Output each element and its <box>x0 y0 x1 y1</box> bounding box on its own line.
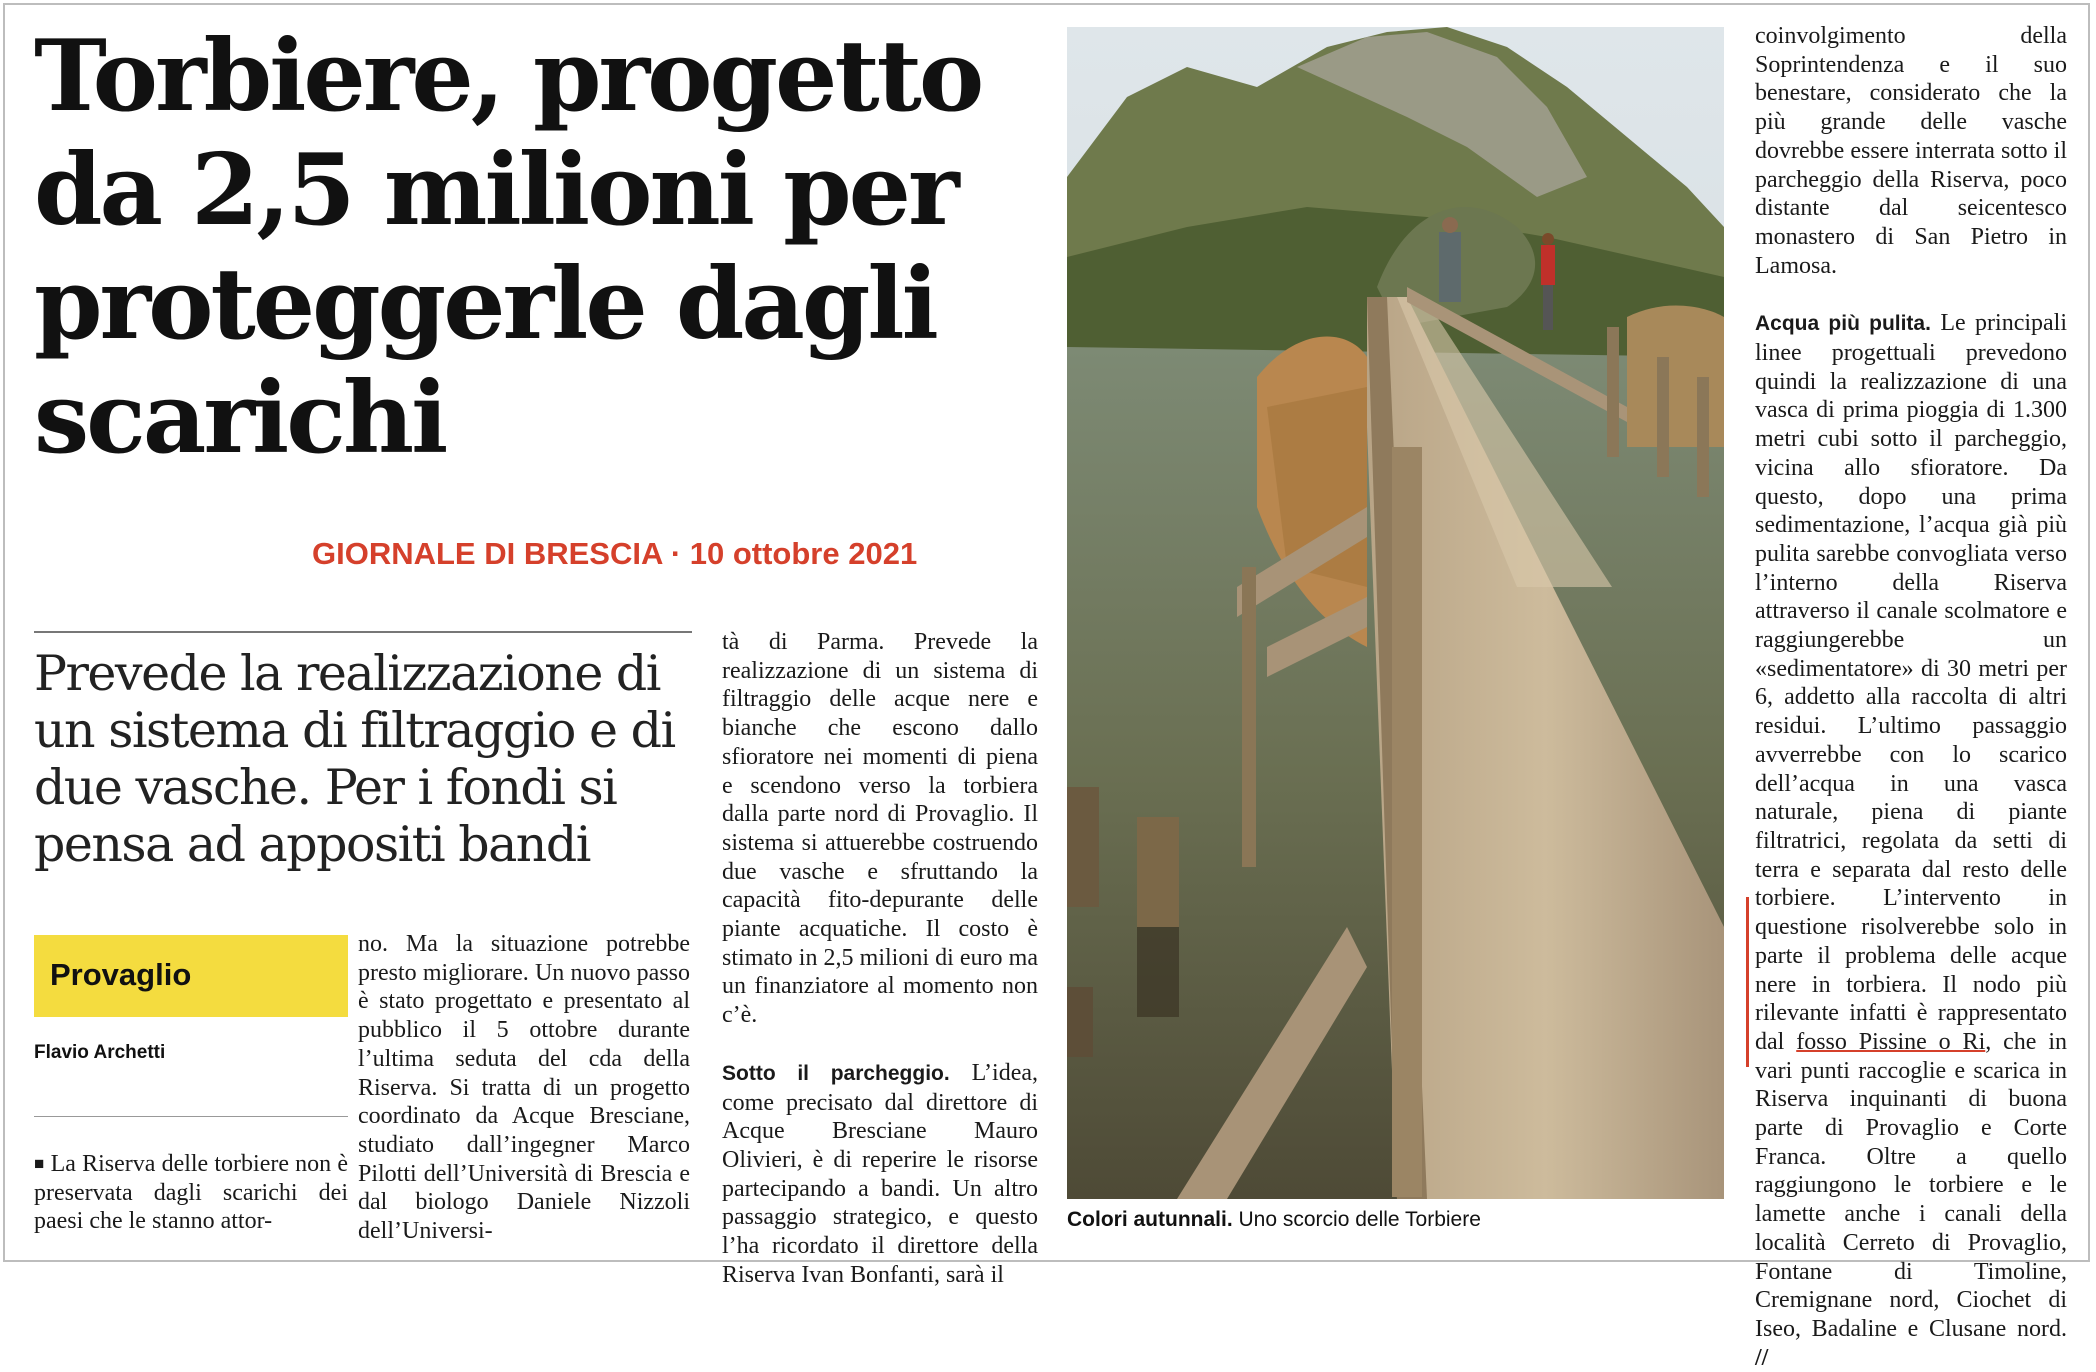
article-photo <box>1067 27 1724 1199</box>
body-text: tà di Parma. Prevede la realizzazione di un sistema di filtraggio delle acque nere e bianche che escono dallo sfioratore nei momenti di piena e scendono verso la torbiera dalla parte nord di Provaglio. Il sistema si attuerebbe costruendo due vasche e sfruttando la capacità fito-depurante delle piante acquatiche. Il costo è stimato in 2,5 milioni di euro ma un finanziatore al momento non c’è. <box>722 629 1038 1029</box>
article-headline: Torbiere, progetto da 2,5 milioni per proteggerle dagli scarichi <box>34 19 982 476</box>
caption-lead: Colori autunnali. <box>1067 1208 1233 1231</box>
body-text: L’idea, come precisato dal direttore di Acque Bresciane Mauro Olivieri, è di reperire le risorse partecipando a bandi. Un altro passaggio strategico, e questo l’ha ricordato il direttore della Riserva Ivan Bonfanti, sarà il <box>722 1059 1038 1288</box>
divider <box>34 631 692 633</box>
body-text: no. Ma la situazione potrebbe presto migliorare. Un nuovo passo è stato progettato e presentato al pubblico il 5 ottobre durante l’ultima seduta del cda della Riserva. Si tratta di un progetto coordinato da Acque Bresciane, studiato dall’ingegner Marco Pilotti dell’Università di Brescia e dal biologo Daniele Nizzoli dell’Universi- <box>358 931 690 1245</box>
body-column-4 <box>1755 22 2067 1372</box>
body-text: Le principali linee progettuali prevedono quindi la realizzazione di una vasca di prima pioggia di 1.300 metri cubi sotto il parcheggio, vicina allo sfioratore. Da questo, dopo una prima sedimentazione, l’acqua già più pulita sarebbe convogliata verso l’interno della Riserva attraverso il canale scolmatore e raggiungerebbe un «sedimentatore» di 30 metri per 6, addetto alla raccolta di altri residui. L’ultimo passaggio avverrebbe con lo scarico dell’acqua in una vasca naturale, piena di piante filtratrici, regolata da setti di terra e separata dal resto delle torbiere. L’intervento in questione risolverebbe solo in parte il problema delle acque nere in torbiera. Il nodo più rilevante infatti è rappresentato dal <box>1755 310 2068 1055</box>
end-mark: // <box>1755 1344 1769 1371</box>
divider <box>34 1116 348 1117</box>
highlight-margin-line <box>1746 897 1749 1067</box>
paragraph-lead: Acqua più pulita. <box>1755 312 1931 336</box>
body-text: La Riserva delle torbiere non è preservata dagli scarichi dei paesi che le stanno attor- <box>34 1151 348 1235</box>
source-line: GIORNALE DI BRESCIA · 10 ottobre 2021 <box>312 536 918 571</box>
caption-text: Uno scorcio delle Torbiere <box>1232 1208 1481 1231</box>
location-box <box>34 935 348 1017</box>
byline: Flavio Archetti <box>34 1042 166 1063</box>
body-column-3 <box>722 628 1038 1289</box>
highlighted-text: fosso Pissine o Ri <box>1796 1028 1986 1055</box>
body-text: , che in vari punti raccoglie e scarica in Riserva inquinanti di buona parte di Provaglio e Corte Franca. Oltre a quello raggiungono le torbiere e le lamette anche i canali della località Cerreto di Provaglio, Fontane di Timoline, Cremignane nord, Ciochet di Iseo, Badaline e Clusane nord. <box>1755 1028 2067 1342</box>
body-text: coinvolgimento della Soprintendenza e il suo benestare, considerato che la più grande delle vasche dovrebbe essere interrata sotto il parcheggio della Riserva, poco distante dal seicentesco monastero di San Pietro in Lamosa. <box>1755 23 2067 279</box>
article-subheadline: Prevede la realizzazione di un sistema di filtraggio e di due vasche. Per i fondi si pensa ad appositi bandi <box>34 645 675 873</box>
square-bullet-icon: ■ <box>34 1154 45 1173</box>
paragraph-lead: Sotto il parcheggio. <box>722 1061 950 1085</box>
body-column-1 <box>34 1150 348 1236</box>
photo-caption <box>1067 1208 1481 1232</box>
body-column-2 <box>358 930 690 1246</box>
location-label: Provaglio <box>50 957 192 992</box>
